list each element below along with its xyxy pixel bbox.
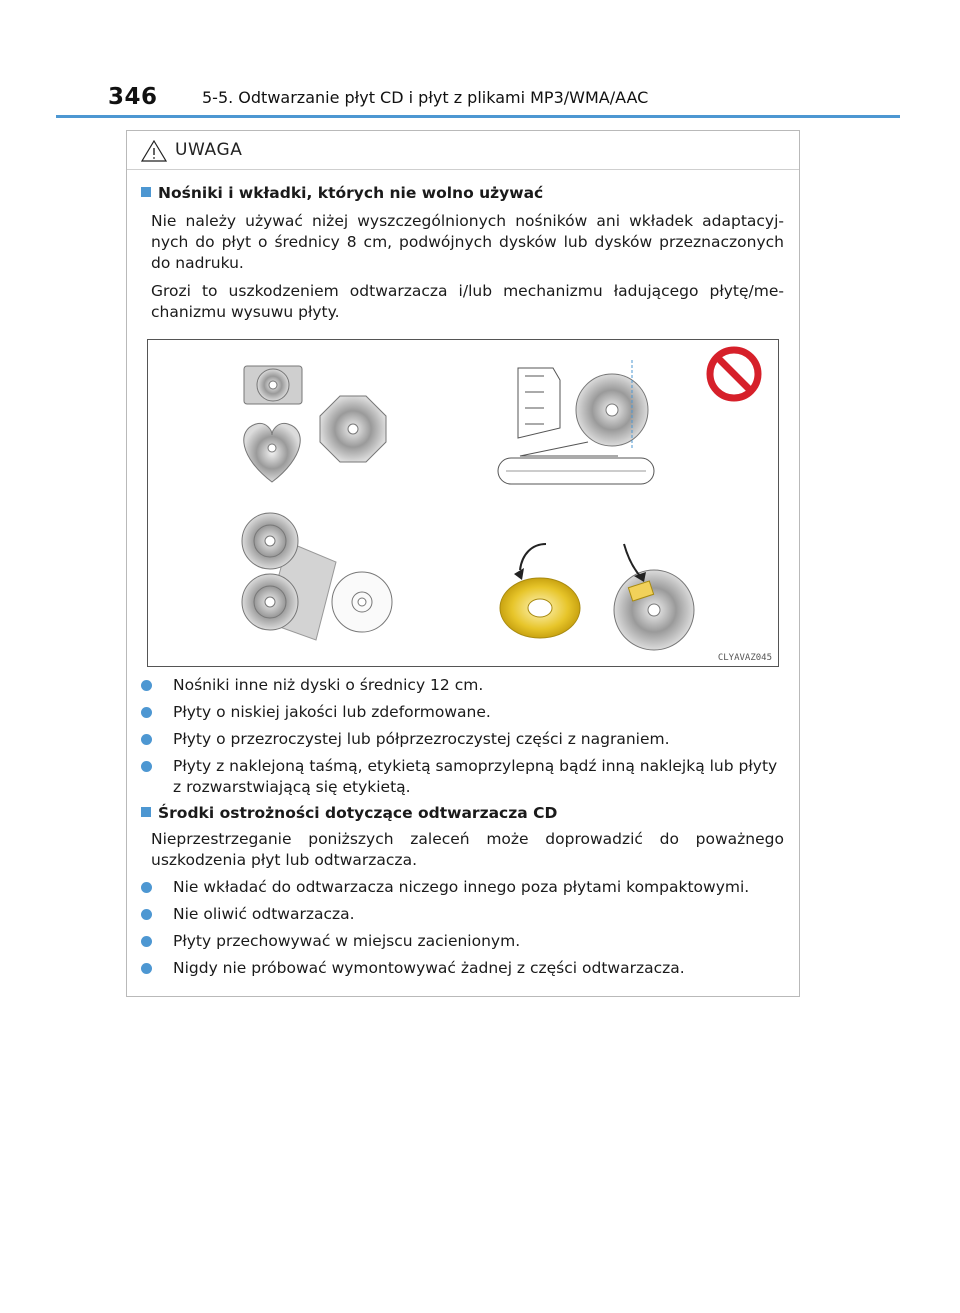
page-number: 346	[108, 84, 158, 110]
round-bullet-icon	[141, 882, 152, 893]
card-shaped-disc-icon	[244, 366, 302, 404]
list-item: Nie oliwić odtwarzacza.	[141, 904, 785, 925]
list-item: Nie wkładać do odtwarzacza niczego innego poza płytami kompaktowymi.	[141, 877, 785, 898]
list-item: Płyty z naklejoną taśmą, etykietą samoprzylepną bądź inną naklejką lub płyty z rozwarstwiającą się etykietą.	[141, 756, 785, 798]
square-bullet-icon	[141, 187, 151, 197]
warning-title: UWAGA	[175, 140, 243, 160]
round-bullet-icon	[141, 761, 152, 772]
section-title: 5-5. Odtwarzanie płyt CD i płyt z plikami MP3/WMA/AAC	[202, 88, 649, 107]
warning-box	[126, 130, 800, 997]
round-bullet-icon	[141, 909, 152, 920]
paragraph-forbidden-media: Nie należy używać niżej wyszczególnionych nośników ani wkładek adaptacyj-nych do płyt o średnicy 8 cm, podwójnych dysków lub dysków przeznaczonych do nadruku.	[151, 212, 784, 272]
list-item: Płyty o niskiej jakości lub zdeformowane.	[141, 702, 785, 723]
warning-header	[127, 131, 799, 170]
square-bullet-icon	[141, 807, 151, 817]
page-header	[108, 84, 900, 114]
warning-triangle-icon	[141, 140, 167, 162]
labeled-disc-icon	[614, 544, 694, 650]
round-bullet-icon	[141, 680, 152, 691]
section-heading-cd-player-precautions: Środki ostrożności dotyczące odtwarzacza CD	[141, 803, 557, 824]
paragraph-damage-risk: Grozi to uszkodzeniem odtwarzacza i/lub mechanizmu ładującego płytę/me-chanizmu wysuwu płyty.	[151, 282, 784, 321]
list-item: Płyty przechowywać w miejscu zacienionym.	[141, 931, 785, 952]
list-item: Płyty o przezroczystej lub półprzezroczystej części z nagraniem.	[141, 729, 785, 750]
round-bullet-icon	[141, 707, 152, 718]
paragraph-precautions: Nieprzestrzeganie poniższych zaleceń może doprowadzić do poważnego uszkodzenia płyt lub odtwarzacza.	[151, 830, 784, 869]
list-item: Nigdy nie próbować wymontowywać żadnej z części odtwarzacza.	[141, 958, 785, 979]
discs-illustration	[148, 340, 778, 666]
section-heading-forbidden-media: Nośniki i wkładki, których nie wolno używać	[141, 183, 543, 204]
list-item: Nośniki inne niż dyski o średnicy 12 cm.	[141, 675, 785, 696]
round-bullet-icon	[141, 734, 152, 745]
forbidden-discs-figure	[147, 339, 779, 667]
translucent-disc-icon	[498, 360, 654, 484]
round-bullet-icon	[141, 936, 152, 947]
header-rule	[56, 115, 900, 118]
figure-code: CLYAVAZ045	[717, 653, 772, 663]
adapter-disc-icon	[242, 513, 392, 640]
round-bullet-icon	[141, 963, 152, 974]
heart-shaped-disc-icon	[244, 423, 300, 482]
octagon-shaped-disc-icon	[320, 396, 386, 462]
warped-gold-disc-icon	[500, 544, 580, 638]
prohibition-sign-icon	[710, 350, 758, 398]
